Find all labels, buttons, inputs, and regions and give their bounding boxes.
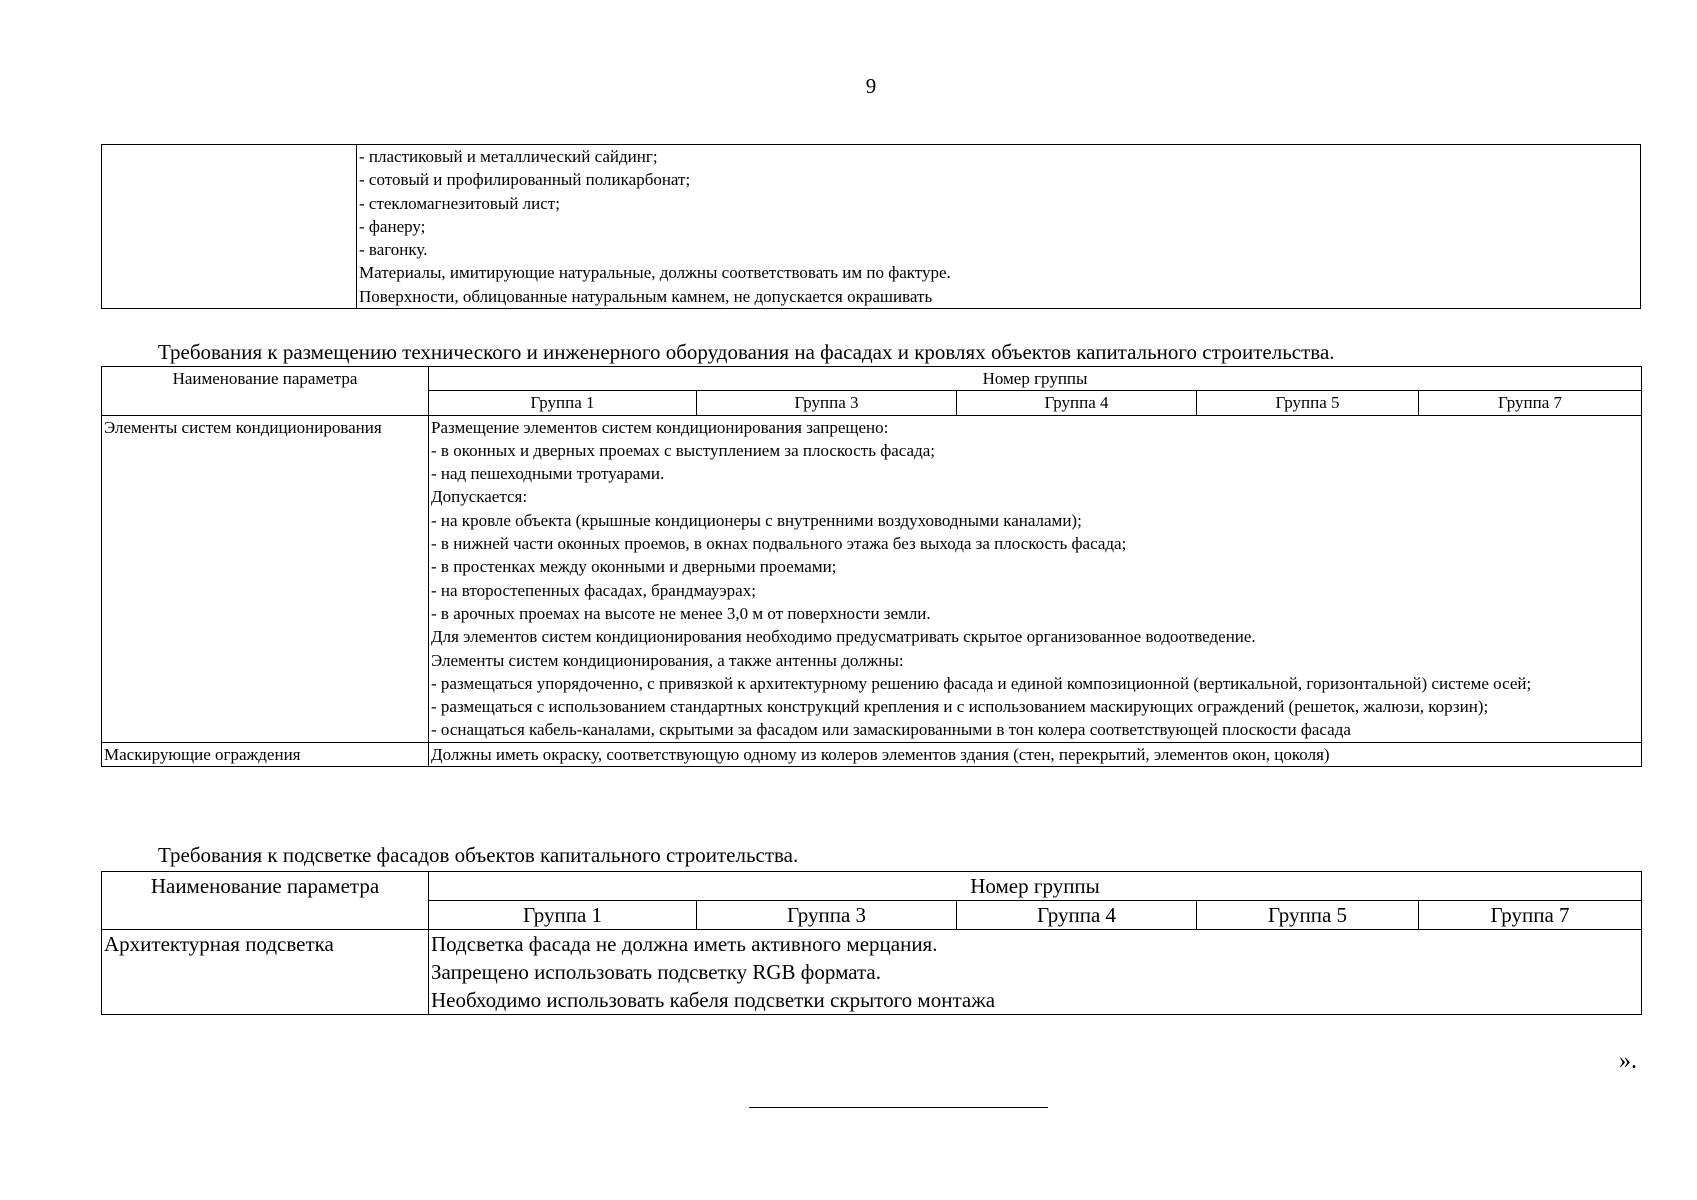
- content-line: - оснащаться кабель-каналами, скрытыми за фасадом или замаскированными в тон колера соответствующей плоскости фасада: [431, 720, 1351, 740]
- page-number: 9: [865, 74, 877, 98]
- content-line: - размещаться упорядоченно, с привязкой к архитектурному решению фасада и единой композиционной (вертикальной, горизонтальной) системе осей;: [431, 673, 1532, 693]
- equipment-table: [101, 366, 1642, 767]
- material-line: - сотовый и профилированный поликарбонат;: [359, 170, 691, 190]
- content-line: - на кровле объекта (крышные кондиционеры с внутренними воздуховодными каналами);: [431, 510, 1082, 530]
- content-line: Подсветка фасада не должна иметь активного мерцания.: [431, 932, 938, 956]
- group-header: Группа 1: [429, 391, 697, 415]
- lighting-caption: Требования к подсветке фасадов объектов капитального строительства.: [158, 843, 799, 867]
- content-line: Для элементов систем кондиционирования необходимо предусматривать скрытое организованное водоотведение.: [431, 627, 1256, 647]
- content-line: - над пешеходными тротуарами.: [431, 464, 665, 484]
- content-line: Допускается:: [431, 487, 528, 507]
- closing-quote-mark: ».: [1619, 1048, 1637, 1074]
- content-line: - в оконных и дверных проемах с выступлением за плоскость фасада;: [431, 440, 935, 460]
- material-line: Поверхности, облицованные натуральным камнем, не допускается окрашивать: [359, 286, 933, 306]
- row-content: [429, 930, 1642, 1015]
- group-header: Группа 1: [429, 901, 697, 930]
- equipment-caption: Требования к размещению технического и инженерного оборудования на фасадах и кровлях объектов капитального строительства.: [158, 340, 1335, 364]
- group-header: Группа 5: [1197, 901, 1419, 930]
- group-header: Группа 3: [697, 901, 957, 930]
- group-header: Группа 4: [957, 901, 1197, 930]
- content-line: - в нижней части оконных проемов, в окнах подвального этажа без выхода за плоскость фасада;: [431, 534, 1127, 554]
- material-line: - фанеру;: [359, 216, 426, 236]
- content-line: Размещение элементов систем кондиционирования запрещено:: [431, 417, 889, 437]
- content-line: - на второстепенных фасадах, брандмауэрах;: [431, 580, 756, 600]
- header-group: Номер группы: [429, 367, 1642, 391]
- continuation-table: [101, 144, 1641, 309]
- header-param: Наименование параметра: [102, 367, 429, 416]
- row-name: Элементы систем кондиционирования: [102, 415, 429, 742]
- material-line: - вагонку.: [359, 240, 428, 260]
- materials-cell: [357, 145, 1641, 309]
- group-header: Группа 4: [957, 391, 1197, 415]
- group-header: Группа 7: [1419, 391, 1642, 415]
- end-rule: [749, 1107, 1048, 1108]
- header-group: Номер группы: [429, 872, 1642, 901]
- row-name: Архитектурная подсветка: [102, 930, 429, 1015]
- row-name: Маскирующие ограждения: [102, 742, 429, 766]
- group-header: Группа 3: [697, 391, 957, 415]
- lighting-table: [101, 871, 1642, 1015]
- group-header: Группа 5: [1197, 391, 1419, 415]
- row-content: [429, 742, 1642, 766]
- content-line: Необходимо использовать кабеля подсветки скрытого монтажа: [431, 988, 996, 1012]
- material-line: Материалы, имитирующие натуральные, должны соответствовать им по фактуре.: [359, 263, 951, 283]
- material-line: - стекломагнезитовый лист;: [359, 193, 560, 213]
- material-line: - пластиковый и металлический сайдинг;: [359, 147, 658, 166]
- group-header: Группа 7: [1419, 901, 1642, 930]
- empty-name-cell: [102, 145, 357, 309]
- content-line: - в простенках между оконными и дверными проемами;: [431, 557, 837, 577]
- content-line: - размещаться с использованием стандартных конструкций крепления и с использованием маскирующих ограждений (решеток, жалюзи, корзин);: [431, 697, 1489, 717]
- header-param: Наименование параметра: [102, 872, 429, 930]
- content-line: Должны иметь окраску, соответствующую одному из колеров элементов здания (стен, перекрытий, элементов окон, цоколя): [431, 744, 1330, 764]
- content-line: Элементы систем кондиционирования, а также антенны должны:: [431, 650, 904, 670]
- content-line: - в арочных проемах на высоте не менее 3,0 м от поверхности земли.: [431, 603, 931, 623]
- content-line: Запрещено использовать подсветку RGB формата.: [431, 960, 882, 984]
- row-content: [429, 415, 1642, 742]
